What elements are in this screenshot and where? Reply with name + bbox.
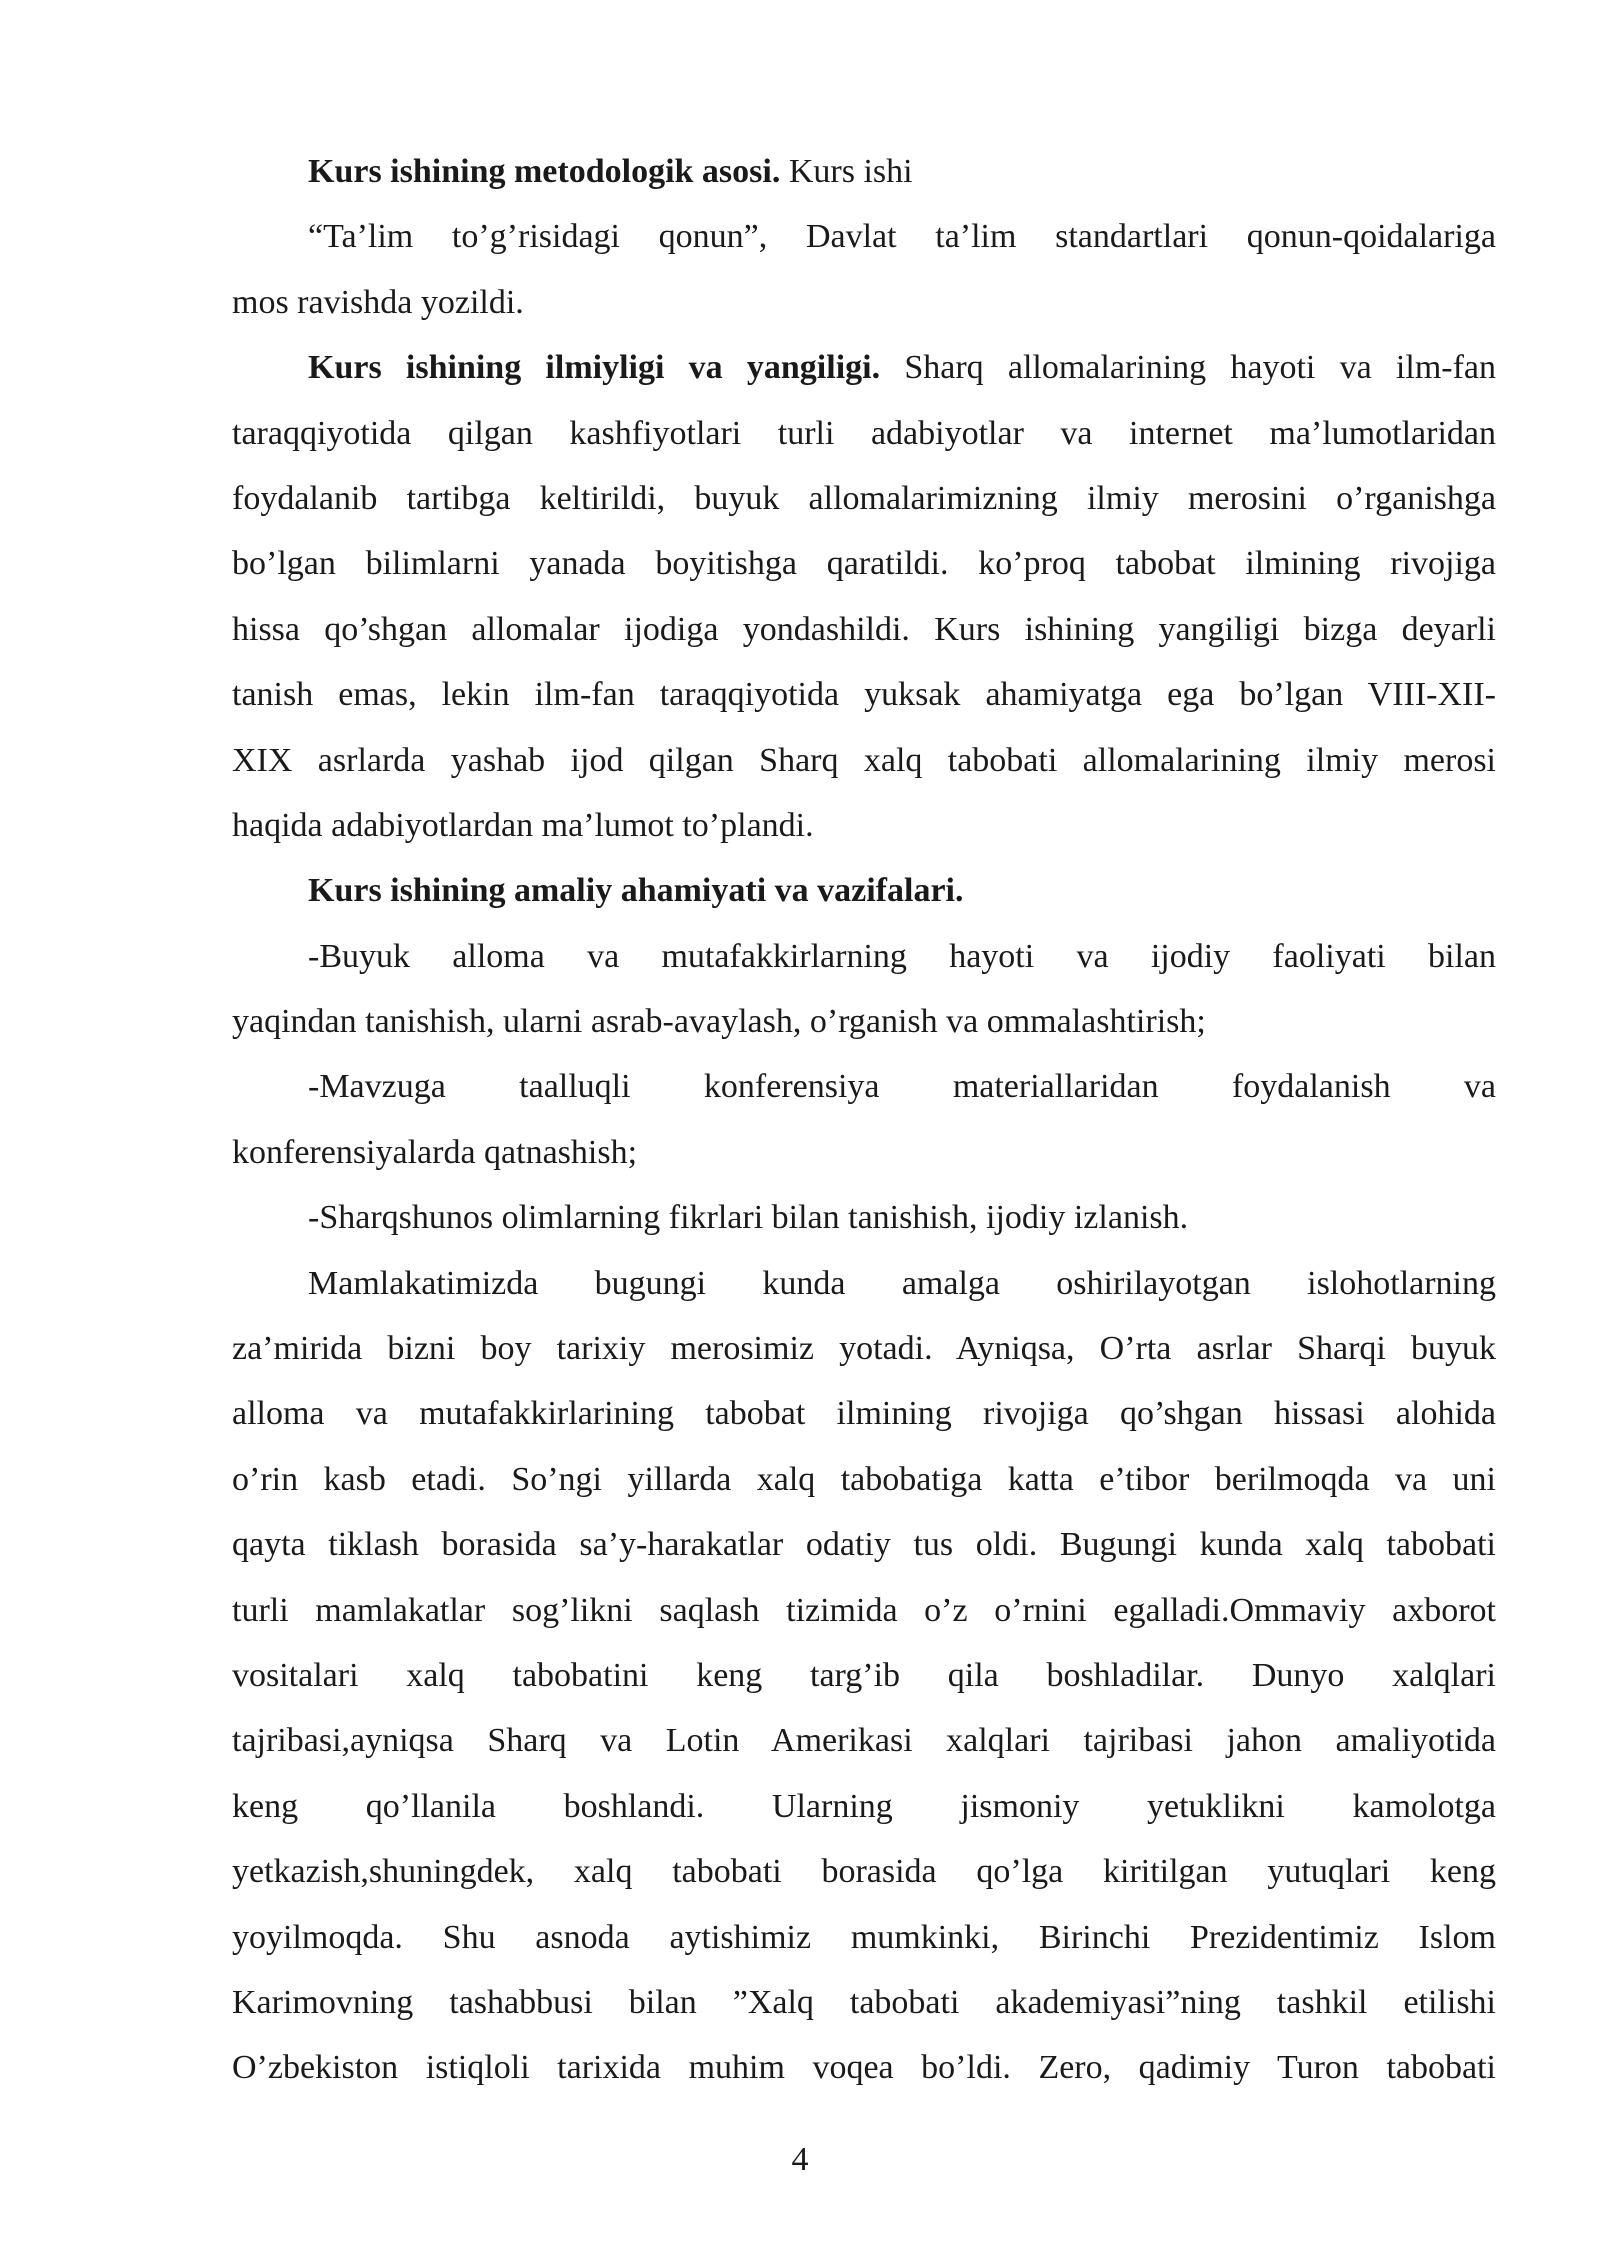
paragraph-line: alloma va mutafakkirlarining tabobat ilmining rivojiga qo’shgan hissasi alohida (232, 1395, 1496, 1433)
paragraph-line: keng qo’llanila boshlandi. Ularning jismoniy yetuklikni kamolotga (232, 1787, 1496, 1825)
paragraph-line: haqida adabiyotlardan ma’lumot to’plandi. (232, 806, 814, 844)
paragraph-line: tajribasi,ayniqsa Sharq va Lotin Amerikasi xalqlari tajribasi jahon amaliyotida (232, 1722, 1496, 1760)
paragraph-line: “Ta’lim to’g’risidagi qonun”, Davlat ta’lim standartlari qonun-qoidalariga (308, 218, 1496, 256)
list-item-line: -Sharqshunos olimlarning fikrlari bilan tanishish, ijodiy izlanish. (308, 1199, 1189, 1237)
paragraph-text: Sharq allomalarining hayoti va ilm-fan (904, 349, 1496, 387)
paragraph-line (232, 150, 1496, 215)
paragraph-line: tanish emas, lekin ilm-fan taraqqiyotida yuksak ahamiyatga ega bo’lgan VIII-XII- (232, 676, 1496, 714)
paragraph-line: taraqqiyotida qilgan kashfiyotlari turli adabiyotlar va internet ma’lumotlaridan (232, 414, 1496, 452)
paragraph-line: vositalari xalq tabobatini keng targ’ib qila boshladilar. Dunyo xalqlari (232, 1656, 1496, 1694)
paragraph-line (232, 346, 1496, 411)
paragraph-line (232, 869, 1496, 934)
paragraph-line: foydalanib tartibga keltirildi, buyuk allomalarimizning ilmiy merosini o’rganishga (232, 479, 1496, 517)
list-item-line: -Mavzuga taalluqli konferensiya materiallaridan foydalanish va (308, 1068, 1496, 1106)
paragraph-line: XIX asrlarda yashab ijod qilgan Sharq xalq tabobati allomalarining ilmiy merosi (232, 741, 1496, 779)
paragraph-line: O’zbekiston istiqloli tarixida muhim voqea bo’ldi. Zero, qadimiy Turon tabobati (232, 2049, 1496, 2087)
section-heading-novelty: Kurs ishining ilmiyligi va yangiligi. (308, 349, 881, 387)
paragraph-line: yetkazish,shuningdek, xalq tabobati borasida qo’lga kiritilgan yutuqlari keng (232, 1853, 1496, 1891)
paragraph-line: mos ravishda yozildi. (232, 283, 524, 321)
document-page (232, 150, 1496, 2112)
page-number: 4 (791, 2141, 809, 2178)
paragraph-line: bo’lgan bilimlarni yanada boyitishga qaratildi. ko’proq tabobat ilmining rivojiga (232, 545, 1496, 583)
paragraph-text: Kurs ishi (788, 153, 913, 190)
paragraph-line: qayta tiklash borasida sa’y-harakatlar odatiy tus oldi. Bugungi kunda xalq tabobati (232, 1526, 1496, 1564)
paragraph-line: Karimovning tashabbusi bilan ”Xalq tabobati akademiyasi”ning tashkil etilishi (232, 1983, 1496, 2021)
list-item-line: konferensiyalarda qatnashish; (232, 1133, 638, 1171)
paragraph-line: turli mamlakatlar sog’likni saqlash tizimida o’z o’rnini egalladi.Ommaviy axborot (232, 1591, 1496, 1629)
paragraph-line: o’rin kasb etadi. So’ngi yillarda xalq tabobatiga katta e’tibor berilmoqda va uni (232, 1460, 1496, 1498)
paragraph-line: yoyilmoqda. Shu asnoda aytishimiz mumkinki, Birinchi Prezidentimiz Islom (232, 1918, 1496, 1956)
section-heading-practical: Kurs ishining amaliy ahamiyati va vazifalari. (308, 872, 964, 910)
list-item-line: -Buyuk alloma va mutafakkirlarning hayoti va ijodiy faoliyati bilan (308, 937, 1496, 975)
paragraph-line: hissa qo’shgan allomalar ijodiga yondashildi. Kurs ishining yangiligi bizga deyarli (232, 610, 1496, 648)
paragraph-line: Mamlakatimizda bugungi kunda amalga oshirilayotgan islohotlarning (308, 1264, 1496, 1302)
list-item-line: yaqindan tanishish, ularni asrab-avaylash, o’rganish va ommalashtirish; (232, 1003, 1206, 1041)
paragraph-line: za’mirida bizni boy tarixiy merosimiz yotadi. Ayniqsa, O’rta asrlar Sharqi buyuk (232, 1330, 1496, 1368)
section-heading-methodology: Kurs ishining metodologik asosi. (308, 153, 781, 190)
